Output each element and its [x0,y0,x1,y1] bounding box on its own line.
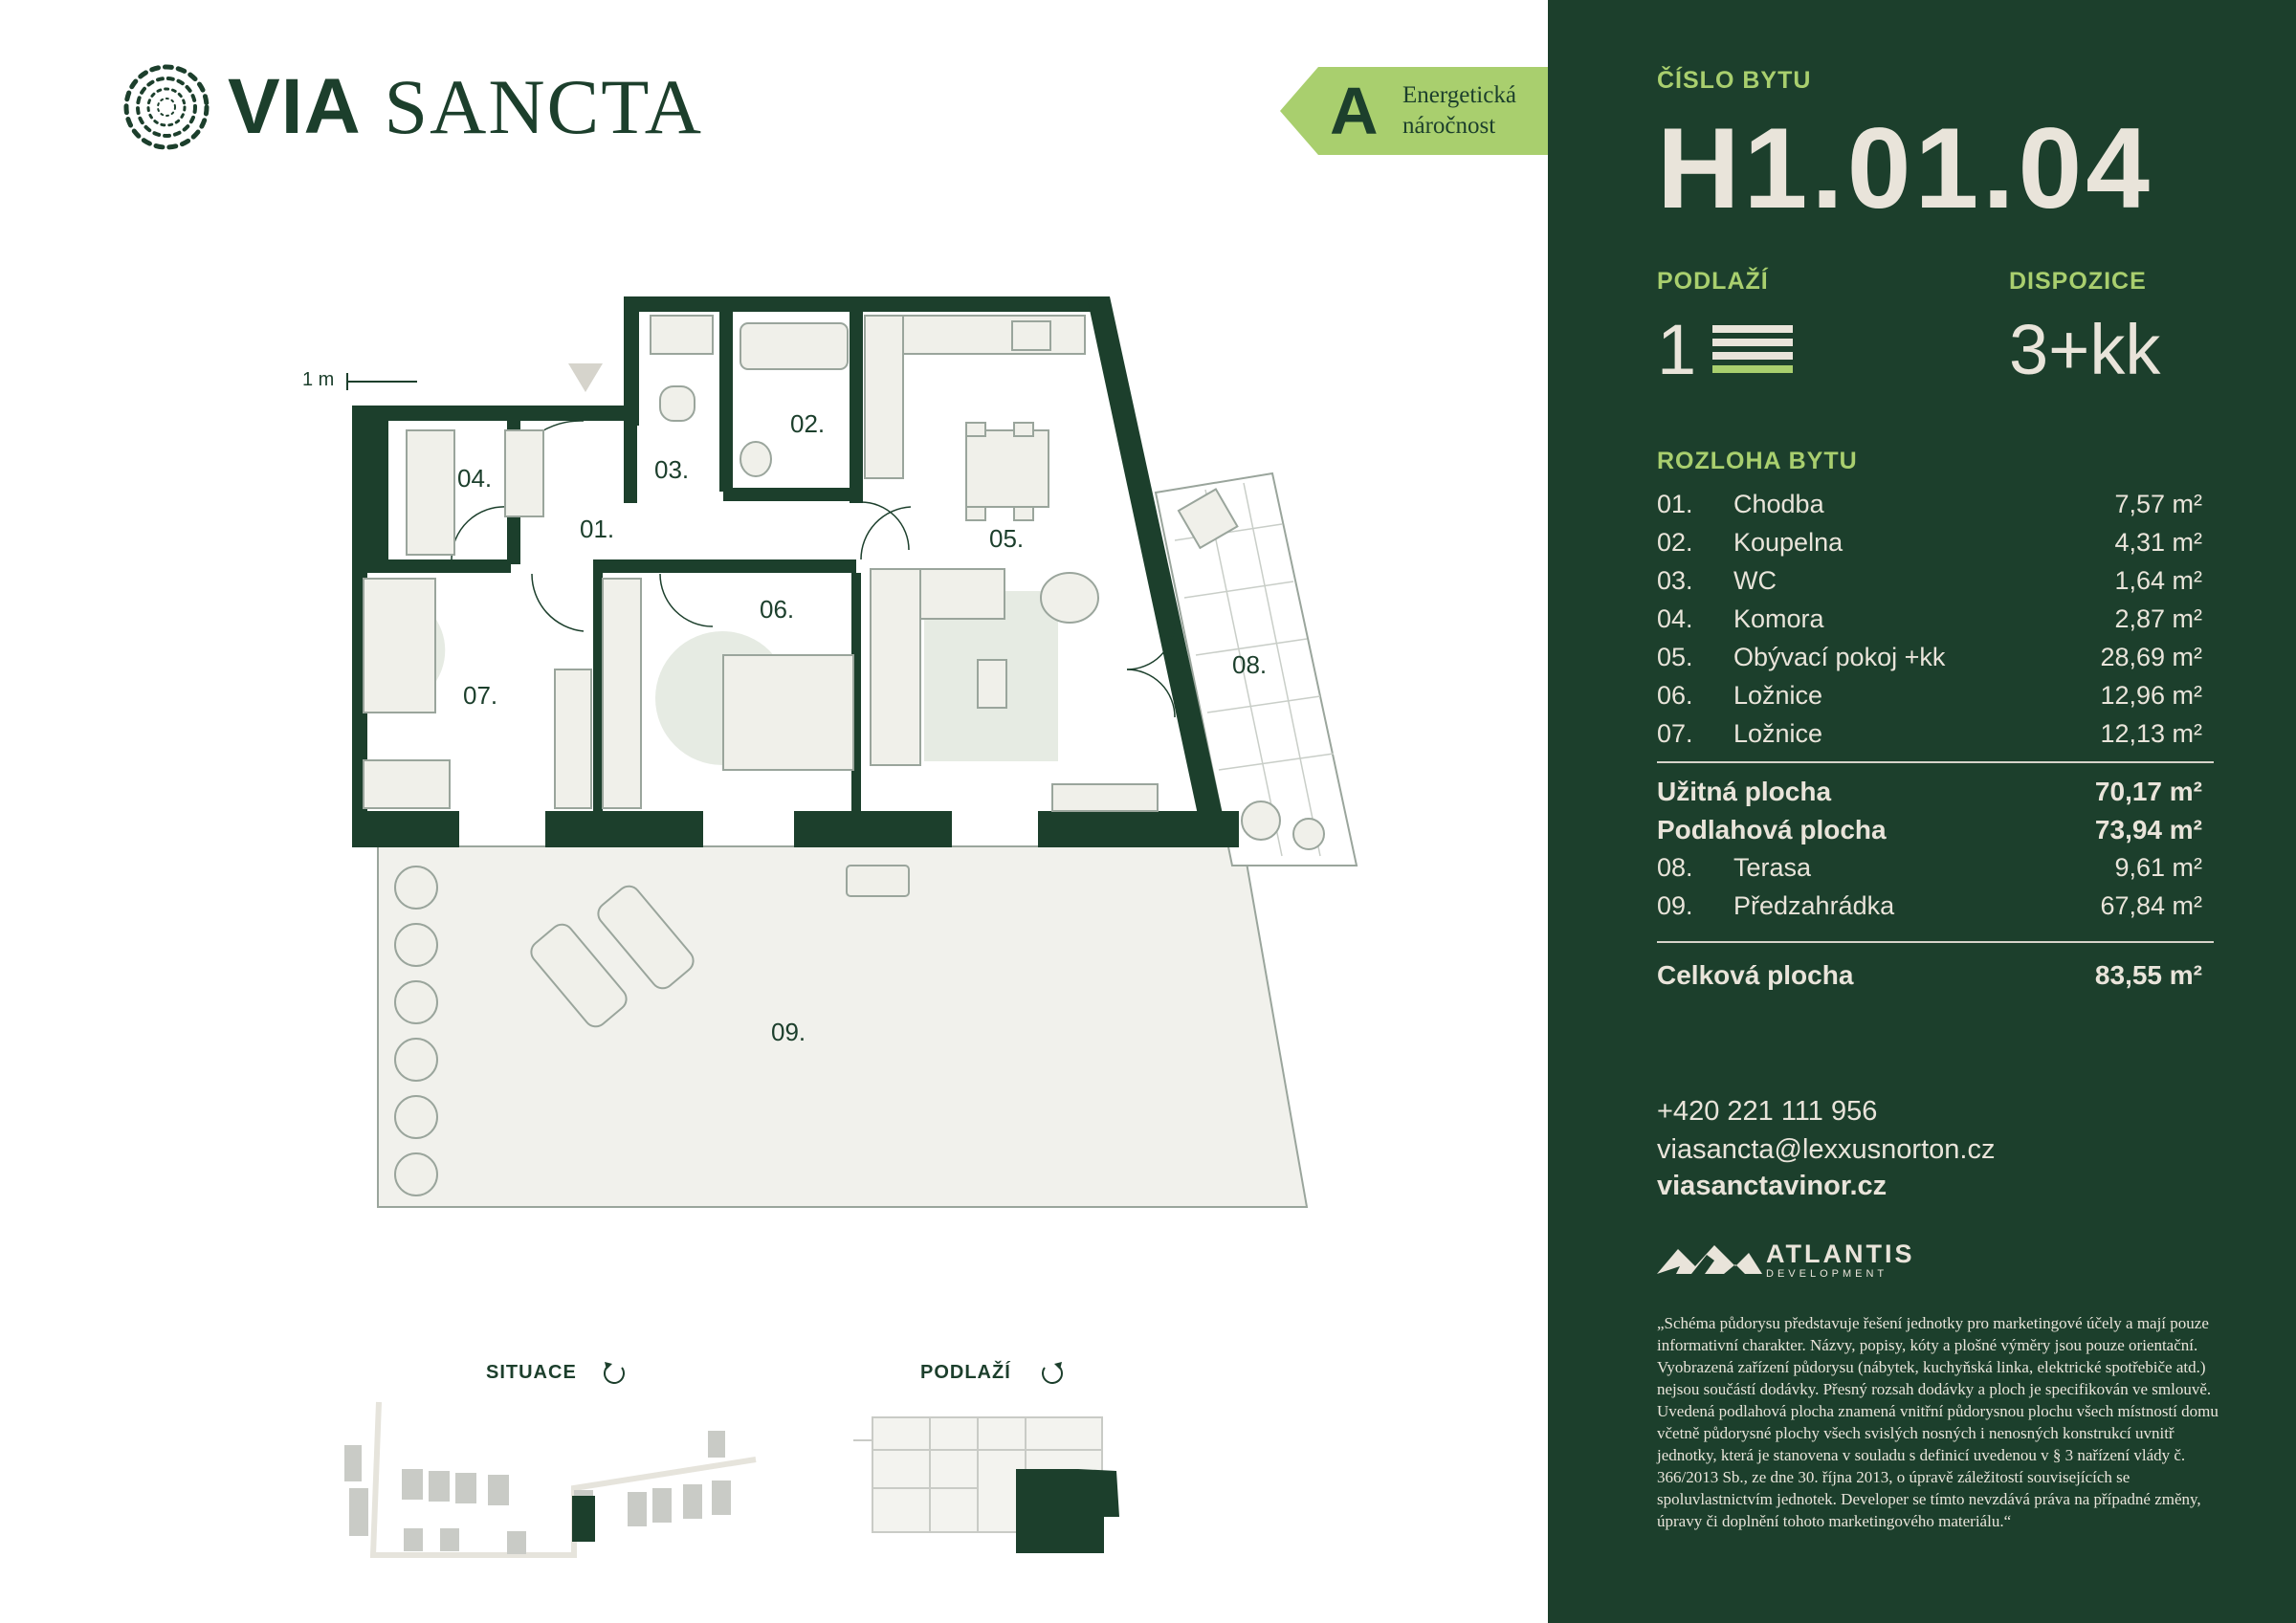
divider [1657,941,2214,943]
developer-name: ATLANTIS [1766,1239,1915,1268]
developer-subtitle: DEVELOPMENT [1766,1268,1888,1280]
atlantis-logo-icon [1657,1239,1762,1278]
total-area [1657,956,2296,995]
energy-label: Energetická náročnost [1402,82,1516,139]
contact-email[interactable]: viasancta@lexxusnorton.cz [1657,1134,1996,1165]
contact-website[interactable]: viasanctavinor.cz [1657,1171,1888,1201]
room-row: 07. Ložnice 12,13 m² [1657,719,2202,748]
room-list [1657,486,2296,754]
energy-class: A [1330,74,1379,148]
total-area-row: Celková plocha 83,55 m² [1657,960,2202,990]
site-map [335,1393,775,1565]
room-row: 05. Obývací pokoj +kk 28,69 m² [1657,643,2202,671]
areas-title: ROZLOHA BYTU [1657,448,1858,474]
room-label-08: 08. [1232,650,1268,679]
layout-value: 3+kk [2009,310,2161,389]
room-row: 09. Předzahrádka 67,84 m² [1657,891,2202,920]
floor-indicator-icon [1712,325,1793,379]
scale-label: 1 m [302,369,335,390]
disclaimer-text: „Schéma půdorysu představuje řešení jednotky pro marketingové účely a mají pouze informativní charakter. Názvy, popisy, kóty a plošné výměry jsou pouze orientační. Vyobrazená zařízení půdorysu (nábytek, kuchyňská linka, elektrické spotřebiče atd.) nejsou součástí dodávky. Přesný rozsah dodávky a ploch je specifikován ve smlouvě. Uvedená podlahová plocha znamená vnitřní půdorysnou plochu všech místností domu včetně půdorysné plochy všech svislých nosných i nenosných konstrukcí uvnitř jednotky, která je stanovena v souladu s definicí uvedenou v § 3 nařízení vlády č. 366/2013 Sb., ze dne 30. října 2013, o úpravě záležitostí souvisejících se spoluvlastnictvím jednotek. Developer se tímto nevzdává práva na případné změny, úpravy či doplnění tohoto marketingového materiálu.“ [1657,1314,2219,1530]
podlazi-title: PODLAŽÍ [920,1362,1011,1383]
room-row: 02. Koupelna 4,31 m² [1657,528,2202,557]
room-label-04: 04. [457,464,493,493]
entry-arrow-icon [568,363,603,392]
usable-area-row: Užitná plocha 70,17 m² [1657,777,2202,806]
room-label-03: 03. [654,455,690,484]
room-row: 04. Komora 2,87 m² [1657,604,2202,633]
info-panel [1548,0,2296,1623]
layout-label: DISPOZICE [2009,268,2147,295]
contact-phone[interactable]: +420 221 111 956 [1657,1096,1878,1127]
area-summary [1657,773,2296,926]
room-row: 01. Chodba 7,57 m² [1657,490,2202,518]
garden-area [378,846,1307,1207]
room-row: 03. WC 1,64 m² [1657,566,2202,595]
rotate-icon [1039,1360,1066,1387]
room-row: 08. Terasa 9,61 m² [1657,853,2202,882]
floor-area-row: Podlahová plocha 73,94 m² [1657,815,2202,844]
divider [1657,761,2214,763]
unit-number: H1.01.04 [1657,104,2154,232]
room-label-06: 06. [760,595,795,624]
situace-title: SITUACE [486,1362,577,1383]
rotate-icon [601,1360,628,1387]
floor-label: PODLAŽÍ [1657,268,1769,295]
floor-map [853,1412,1121,1555]
floor-value: 1 [1657,310,1697,389]
room-label-02: 02. [790,409,826,438]
logo-wordmark: VIA SANCTA [228,63,703,150]
room-label-07: 07. [463,681,498,710]
room-row: 06. Ložnice 12,96 m² [1657,681,2202,710]
room-label-01: 01. [580,515,615,543]
room-label-05: 05. [989,524,1025,553]
unit-number-label: ČÍSLO BYTU [1657,67,1812,94]
room-label-09: 09. [771,1018,806,1046]
